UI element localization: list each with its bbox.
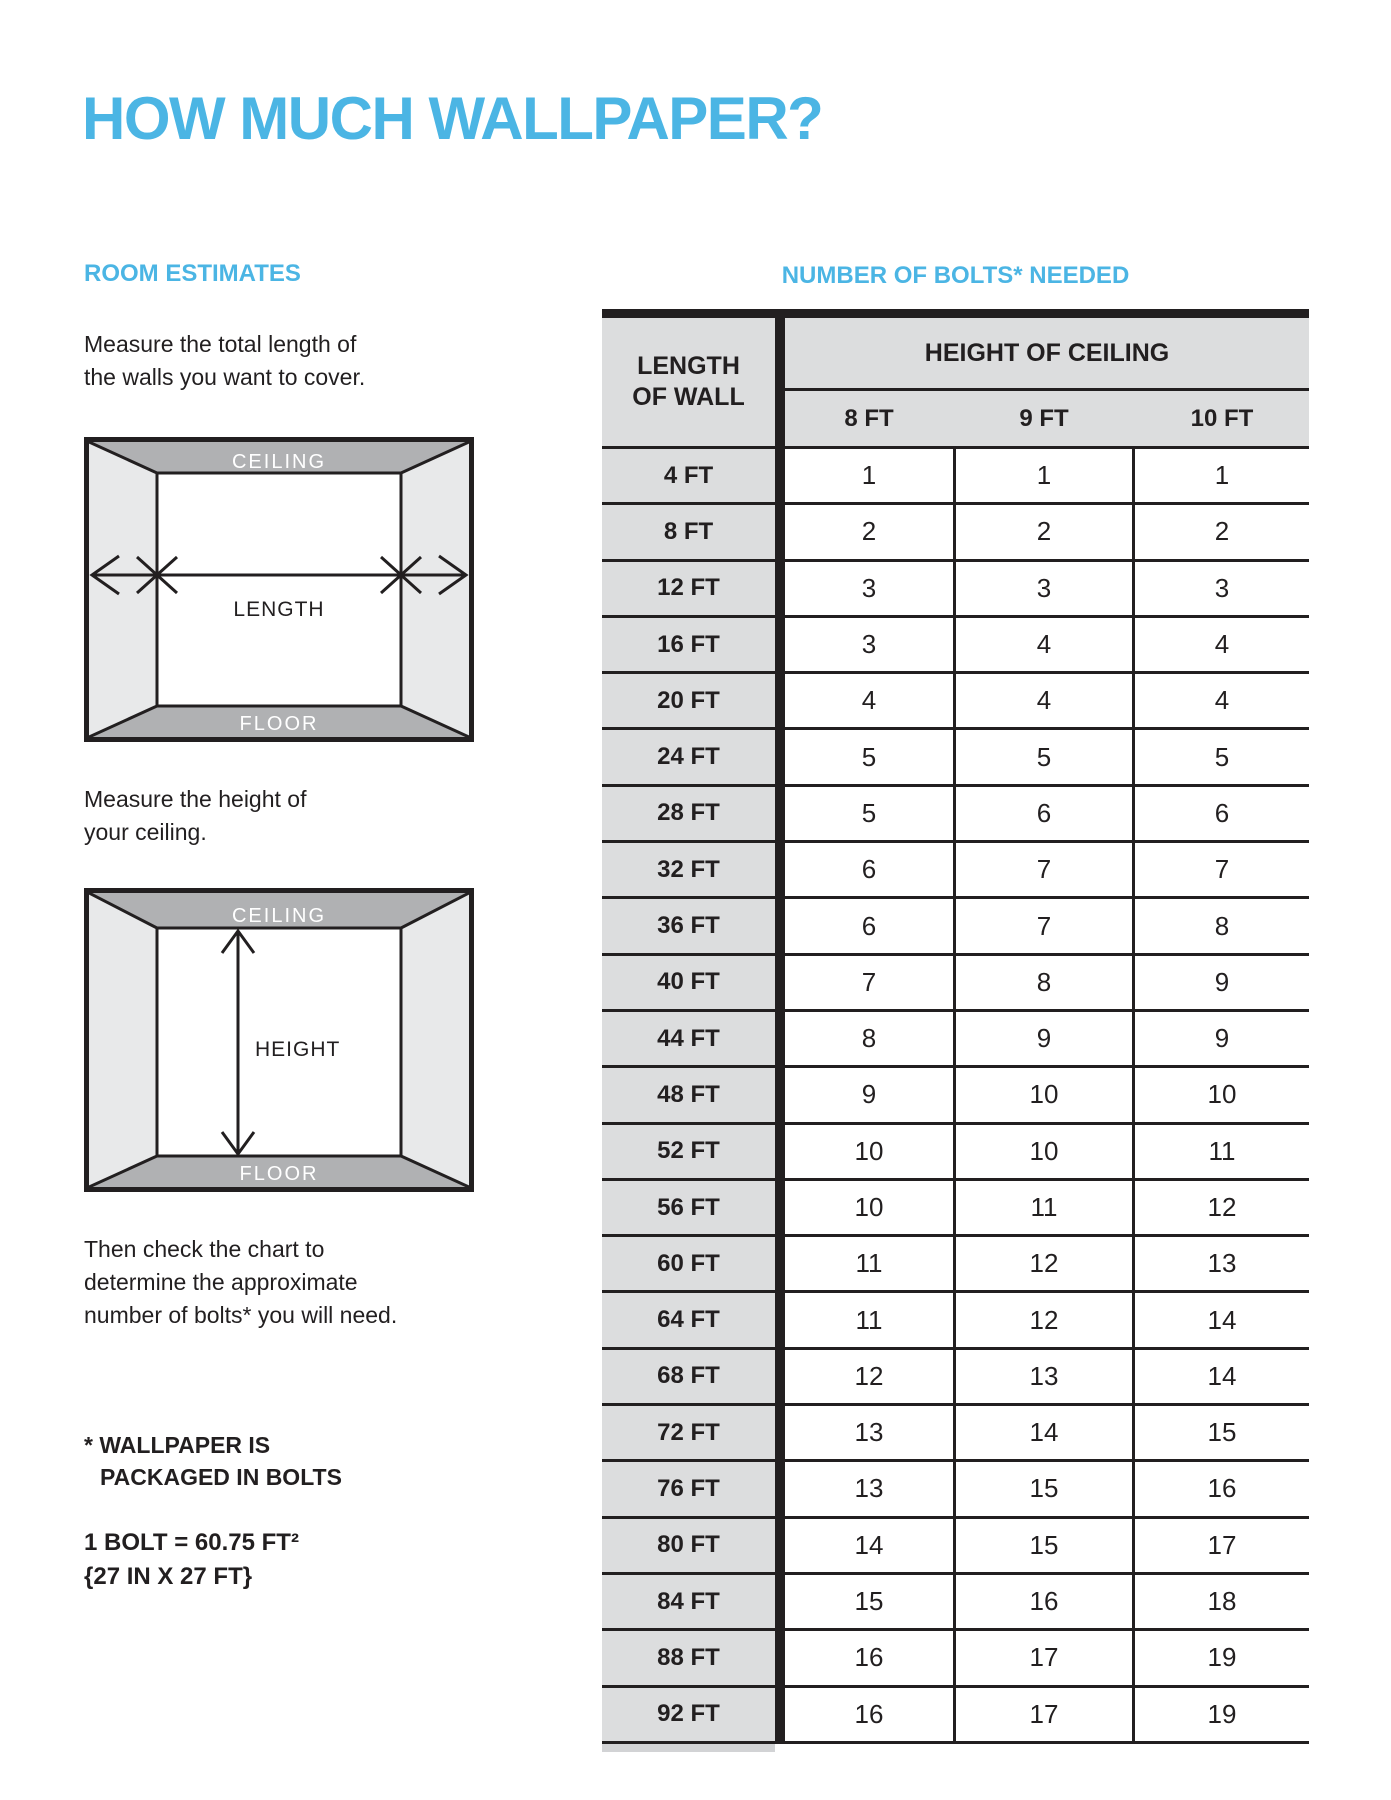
row-label: 8 FT (602, 505, 775, 561)
back-wall (157, 473, 401, 706)
paragraph-line: number of bolts* you will need. (84, 1302, 398, 1328)
bolt-count-cell: 14 (785, 1519, 953, 1575)
bolts-footnote (84, 1429, 342, 1493)
bolt-count-cell: 7 (956, 843, 1132, 899)
bolt-count-cell: 6 (785, 899, 953, 955)
bolt-count-cell: 5 (1135, 730, 1309, 786)
row-label: 4 FT (602, 449, 775, 505)
paragraph-line: Measure the total length of (84, 331, 357, 357)
column-divider (775, 1462, 785, 1518)
bolts-table-body (602, 449, 1309, 1744)
column-divider (775, 1350, 785, 1406)
bolt-count-cell: 11 (956, 1181, 1132, 1237)
row-label: 72 FT (602, 1406, 775, 1462)
bolt-count-cell: 15 (1135, 1406, 1309, 1462)
bolt-count-cell: 8 (956, 956, 1132, 1012)
row-header-line: LENGTH (637, 352, 740, 380)
bolt-count-cell: 10 (785, 1125, 953, 1181)
column-divider (775, 899, 785, 955)
bolt-count-cell: 3 (956, 562, 1132, 618)
bolt-count-cell: 18 (1135, 1575, 1309, 1631)
row-label: 44 FT (602, 1012, 775, 1068)
bolt-count-cell: 15 (785, 1575, 953, 1631)
paragraph-line: the walls you want to cover. (84, 364, 366, 390)
bolt-count-cell: 5 (956, 730, 1132, 786)
room-length-diagram (84, 437, 474, 742)
row-label: 52 FT (602, 1125, 775, 1181)
bolt-count-cell: 11 (1135, 1125, 1309, 1181)
bolt-count-cell: 10 (956, 1068, 1132, 1124)
column-divider (775, 730, 785, 786)
bolt-count-cell: 8 (785, 1012, 953, 1068)
bolt-count-cell: 4 (956, 674, 1132, 730)
bolt-count-cell: 10 (956, 1125, 1132, 1181)
bolt-count-cell: 6 (785, 843, 953, 899)
bolt-count-cell: 5 (785, 787, 953, 843)
bolt-count-cell: 9 (1135, 956, 1309, 1012)
row-label: 16 FT (602, 618, 775, 674)
page-title: HOW MUCH WALLPAPER? (82, 85, 823, 152)
column-divider (775, 1012, 785, 1068)
bolt-count-cell: 2 (956, 505, 1132, 561)
column-divider (775, 1237, 785, 1293)
column-divider (775, 1631, 785, 1687)
column-header-10ft: 10 FT (1135, 391, 1309, 449)
column-header-9ft: 9 FT (956, 391, 1132, 449)
bolt-count-cell: 3 (785, 562, 953, 618)
bolt-count-cell: 10 (1135, 1068, 1309, 1124)
row-label: 68 FT (602, 1350, 775, 1406)
row-label: 12 FT (602, 562, 775, 618)
bolt-count-cell: 19 (1135, 1631, 1309, 1687)
column-divider (775, 318, 785, 449)
bolt-dimensions: {27 IN X 27 FT} (84, 1563, 253, 1590)
column-divider (775, 1125, 785, 1181)
bolt-count-cell: 2 (785, 505, 953, 561)
bolt-count-cell: 15 (956, 1462, 1132, 1518)
column-divider (775, 449, 785, 505)
table-top-border (602, 309, 1309, 318)
right-wall (401, 893, 469, 1187)
footnote-line: PACKAGED IN BOLTS (100, 1464, 342, 1490)
bolt-count-cell: 16 (785, 1631, 953, 1687)
bolt-count-cell: 9 (1135, 1012, 1309, 1068)
bolt-count-cell: 12 (1135, 1181, 1309, 1237)
floor-label: FLOOR (239, 713, 319, 735)
row-label: 84 FT (602, 1575, 775, 1631)
row-header-line: OF WALL (632, 383, 745, 411)
bolt-count-cell: 7 (1135, 843, 1309, 899)
bolt-equation: 1 BOLT = 60.75 FT² (84, 1529, 299, 1556)
room-length-diagram-svg (89, 442, 469, 737)
row-header-cell (602, 318, 775, 449)
bolt-info (84, 1526, 299, 1594)
bolts-table-header (602, 318, 1309, 449)
row-label: 40 FT (602, 956, 775, 1012)
row-label: 60 FT (602, 1237, 775, 1293)
bolt-count-cell: 16 (956, 1575, 1132, 1631)
bolt-count-cell: 12 (956, 1237, 1132, 1293)
bolt-count-cell: 6 (1135, 787, 1309, 843)
bolt-count-cell: 10 (785, 1181, 953, 1237)
column-divider (775, 1519, 785, 1575)
check-chart-paragraph (84, 1233, 397, 1332)
column-divider (775, 1406, 785, 1462)
height-label: HEIGHT (255, 1038, 341, 1061)
table-footer-strip (602, 1744, 775, 1752)
row-label: 36 FT (602, 899, 775, 955)
bolt-count-cell: 17 (956, 1688, 1132, 1744)
bolt-count-cell: 4 (1135, 618, 1309, 674)
bolt-count-cell: 9 (785, 1068, 953, 1124)
bolt-count-cell: 16 (1135, 1462, 1309, 1518)
row-label: 80 FT (602, 1519, 775, 1575)
group-header-cell: HEIGHT OF CEILING (785, 318, 1309, 391)
bolt-count-cell: 1 (785, 449, 953, 505)
bolt-count-cell: 13 (1135, 1237, 1309, 1293)
column-divider (775, 505, 785, 561)
bolt-count-cell: 19 (1135, 1688, 1309, 1744)
room-estimates-heading: ROOM ESTIMATES (84, 260, 301, 287)
row-label: 32 FT (602, 843, 775, 899)
column-divider (775, 618, 785, 674)
bolt-count-cell: 1 (956, 449, 1132, 505)
row-label: 64 FT (602, 1293, 775, 1349)
bolt-count-cell: 11 (785, 1293, 953, 1349)
column-divider (775, 674, 785, 730)
bolt-count-cell: 15 (956, 1519, 1132, 1575)
bolt-count-cell: 12 (956, 1293, 1132, 1349)
row-label: 28 FT (602, 787, 775, 843)
row-label: 56 FT (602, 1181, 775, 1237)
paragraph-line: Then check the chart to (84, 1236, 325, 1262)
ceiling-label: CEILING (231, 905, 327, 927)
bolt-count-cell: 4 (1135, 674, 1309, 730)
row-label: 48 FT (602, 1068, 775, 1124)
bolt-count-cell: 3 (1135, 562, 1309, 618)
ceiling-height-diagram-svg (89, 893, 469, 1187)
row-label: 88 FT (602, 1631, 775, 1687)
column-divider (775, 1688, 785, 1744)
paragraph-line: your ceiling. (84, 819, 207, 845)
bolt-count-cell: 13 (956, 1350, 1132, 1406)
measure-height-paragraph (84, 783, 306, 849)
bolt-count-cell: 4 (785, 674, 953, 730)
bolt-count-cell: 9 (956, 1012, 1132, 1068)
row-label: 92 FT (602, 1688, 775, 1744)
bolts-table (602, 309, 1309, 1752)
ceiling-label: CEILING (231, 451, 327, 473)
bolt-count-cell: 13 (785, 1462, 953, 1518)
bolt-count-cell: 2 (1135, 505, 1309, 561)
ceiling-height-diagram (84, 888, 474, 1192)
measure-length-paragraph (84, 328, 365, 394)
bolts-table-heading: NUMBER OF BOLTS* NEEDED (781, 262, 1130, 289)
column-divider (775, 1575, 785, 1631)
column-divider (775, 1068, 785, 1124)
bolt-count-cell: 5 (785, 730, 953, 786)
bolt-count-cell: 13 (785, 1406, 953, 1462)
bolt-count-cell: 11 (785, 1237, 953, 1293)
right-wall (401, 442, 469, 737)
bolt-count-cell: 4 (956, 618, 1132, 674)
bolt-count-cell: 1 (1135, 449, 1309, 505)
row-label: 24 FT (602, 730, 775, 786)
column-divider (775, 1181, 785, 1237)
left-wall (89, 893, 157, 1187)
length-label: LENGTH (233, 598, 325, 621)
bolt-count-cell: 17 (956, 1631, 1132, 1687)
bolt-count-cell: 16 (785, 1688, 953, 1744)
bolt-count-cell: 14 (1135, 1293, 1309, 1349)
paragraph-line: Measure the height of (84, 786, 307, 812)
column-divider (775, 1293, 785, 1349)
column-divider (775, 956, 785, 1012)
column-divider (775, 787, 785, 843)
bolt-count-cell: 12 (785, 1350, 953, 1406)
bolt-count-cell: 14 (956, 1406, 1132, 1462)
column-header-8ft: 8 FT (785, 391, 953, 449)
column-divider (775, 562, 785, 618)
row-label: 20 FT (602, 674, 775, 730)
bolt-count-cell: 14 (1135, 1350, 1309, 1406)
footnote-line: * WALLPAPER IS (84, 1432, 271, 1458)
bolt-count-cell: 6 (956, 787, 1132, 843)
paragraph-line: determine the approximate (84, 1269, 358, 1295)
bolt-count-cell: 7 (785, 956, 953, 1012)
bolt-count-cell: 3 (785, 618, 953, 674)
row-label: 76 FT (602, 1462, 775, 1518)
bolt-count-cell: 8 (1135, 899, 1309, 955)
bolt-count-cell: 17 (1135, 1519, 1309, 1575)
floor-label: FLOOR (239, 1163, 319, 1185)
bolt-count-cell: 7 (956, 899, 1132, 955)
column-divider (775, 843, 785, 899)
left-wall (89, 442, 157, 737)
